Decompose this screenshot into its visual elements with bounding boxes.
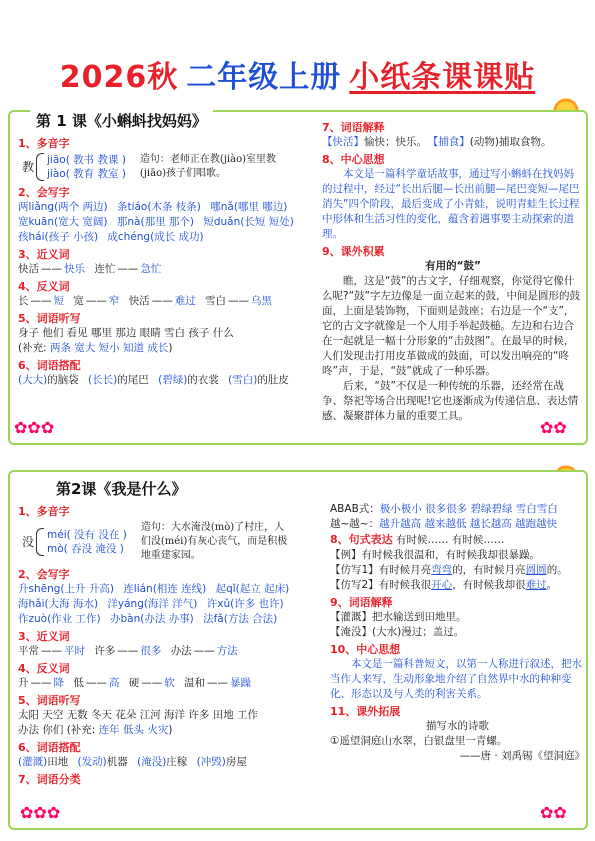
imitation-fill: 难过: [525, 579, 547, 591]
word-item: 条tiáo(木条 枝条): [116, 201, 201, 213]
word-row: [18, 597, 323, 612]
word-item: 作zuò(作业 工作): [18, 613, 101, 625]
collocation-blank: (灌溉): [18, 756, 48, 768]
extension-poem: ①遥望洞庭山水翠，白银盘里一青螺。: [330, 735, 508, 747]
paren-open: (补充:: [66, 724, 96, 736]
imitation-text: ，有时候我却很: [452, 579, 526, 591]
section-heading: 2、会写字: [18, 568, 70, 581]
title-grade: 二年级上册: [186, 60, 342, 95]
word-row: [18, 612, 323, 627]
collocation-noun: 的脑袋: [47, 374, 79, 386]
imitation-text: 的。: [546, 564, 568, 576]
imitation-fill: 开心: [431, 579, 453, 591]
sentence-pattern: 有时候…… 有时候……: [396, 534, 505, 546]
antonym-word: 温和: [184, 677, 206, 689]
synonym-match: 很多: [140, 645, 162, 657]
sentence-imitation-1: [330, 563, 585, 578]
polyphone-block: [22, 153, 310, 181]
lesson1-title: 第 1 课《小蝌蚪找妈妈》: [30, 110, 213, 131]
section-heading: 8、句式表达: [330, 533, 393, 546]
central-idea: 本文是一篇科普短文，以第一人称进行叙述，把水当作人来写，生动形象地介绍了自然界中水的种种变化、形态以及与人类的利害关系。: [330, 658, 582, 700]
explanation-tag: 【灌溉】: [330, 611, 372, 623]
section-heading: 5、词语听写: [18, 694, 81, 707]
word-row: [18, 230, 310, 245]
sentence-pattern-row: [330, 532, 585, 548]
extension-paragraph: 后来，“鼓”不仅是一种传统的乐器，还经常在战争、祭祀等场合出现呢!它也逐渐成为传递信息、表达情感、凝聚群体力量的重要工具。: [322, 380, 579, 422]
antonym-word: 宽: [73, 295, 84, 307]
word-item: 哪nǎ(哪里 哪边): [210, 201, 288, 213]
section-heading: 6、词语搭配: [18, 359, 81, 372]
extension-paragraph: 瞧，这是“鼓”的古文字，仔细观察，你觉得它像什么呢?“鼓”字左边像是一面立起来的鼓，中间是圆形的鼓面，上面是装饰物，下面则是鼓座；右边是一个“支”，它的古文字就像是一个人用手举起鼓槌。左边和右边合在一起就是一幅十分形象的“击鼓图”。在最早的时候，人们发现击打用皮革做成的鼓面，可以发出响亮的“咚咚”声，于是，“鼓”就成了一种乐器。: [322, 275, 580, 377]
brace-icon: [36, 528, 44, 556]
collocation-noun: 田地: [47, 756, 69, 768]
word-item: 两liǎng(两个 两边): [18, 201, 108, 213]
imitation-tag: 【仿写1】: [330, 564, 379, 576]
antonym-match: 暴躁: [230, 677, 252, 689]
collocation-noun: 庄稼: [166, 756, 188, 768]
section-heading: 4、反义词: [18, 280, 70, 293]
polyphone-example: 造句：大水淹没(mò)了村庄，人们没(méi)有灰心丧气，而是积极地重建家园。: [140, 522, 288, 561]
reading-1: jiāo( 教书 教课 ): [47, 154, 126, 166]
polyphone-char: 没: [22, 534, 35, 549]
antonym-match: 乌黑: [251, 295, 273, 307]
word-item: 连lián(相连 连线): [123, 583, 207, 595]
paren-close: ): [168, 724, 173, 736]
antonym-word: 长: [18, 295, 29, 307]
antonym-row: 长 —— 短 宽 —— 窄 快活 —— 难过 雪白 —— 乌黑: [18, 295, 273, 307]
antonym-match: 难过: [174, 295, 196, 307]
collocation-noun: 的肚皮: [257, 374, 289, 386]
reading-1: méi( 没有 没在 ): [47, 529, 127, 541]
collocation-blank: (雪白): [228, 374, 258, 386]
section-heading: 9、课外积累: [322, 245, 385, 258]
antonym-match: 软: [164, 677, 175, 689]
word-item: 许xǔ(许多 也许): [206, 598, 284, 610]
synonym-row: 快活 —— 快乐 连忙 —— 急忙: [18, 263, 162, 275]
collocation-noun: 的尾巴: [117, 374, 149, 386]
explanation-text: (大水)漫过；盖过。: [372, 626, 465, 638]
imitation-fill: 弯弯: [431, 564, 453, 576]
collocation-row: [18, 373, 310, 388]
collocation-noun: 房屋: [225, 756, 247, 768]
antonym-word: 硬: [128, 677, 140, 689]
title-year: 2026秋: [59, 60, 179, 95]
antonym-word: 升: [18, 677, 29, 689]
section-heading: 7、词语分类: [18, 773, 81, 786]
polyphone-readings: [47, 528, 127, 556]
section-heading: 5、词语听写: [18, 312, 81, 325]
dictation-extra: [18, 341, 310, 356]
explanation-tag: 【快活】: [322, 136, 364, 148]
word-item: 海hǎi(大海 海水): [18, 598, 99, 610]
collocation-blank: (大大): [18, 374, 48, 386]
synonym-match: 急忙: [140, 263, 162, 275]
collocation-blank: (冲毁): [196, 756, 226, 768]
antonym-word: 雪白: [205, 295, 227, 307]
imitation-text: 。: [546, 579, 558, 591]
collocation-blank: (淹没): [137, 756, 167, 768]
explanation-text: (动物)捕取食物。: [469, 136, 552, 148]
synonym-match: 快乐: [64, 263, 85, 275]
collocation-blank: (长长): [88, 374, 118, 386]
dictation-line: 身子 他们 看见 哪里 那边 眼睛 雪白 孩子 什么: [18, 327, 234, 339]
section-heading: 10、中心思想: [330, 643, 401, 656]
synonym-word: 快活: [18, 263, 39, 275]
collocation-noun: 机器: [106, 756, 128, 768]
lesson2-title: 第2课《我是什么》: [50, 478, 192, 499]
reading-2: jiào( 教育 教室 ): [47, 168, 126, 180]
brace-icon: [36, 153, 44, 181]
section-heading: 7、词语解释: [322, 121, 385, 134]
dictation-words: 办法 你们: [18, 724, 64, 736]
lesson2-left-column: [18, 502, 323, 787]
dictation-extra-words: 连年 低头 火灾: [98, 724, 169, 736]
collocation-row: [18, 755, 323, 770]
word-item: 孩hái(孩子 小孩): [18, 231, 99, 243]
paren-close: ): [168, 342, 173, 354]
synonym-word: 连忙: [94, 263, 116, 275]
section-heading: 4、反义词: [18, 662, 70, 675]
imitation-fill: 圆圆: [525, 564, 547, 576]
word-item: 宽kuān(宽大 宽阔): [18, 216, 108, 228]
example-text: 有时候我很温和，有时候我却很暴躁。: [361, 549, 540, 561]
lesson1-card: [8, 110, 588, 445]
lesson2-right-column: [330, 502, 585, 764]
category-row: [330, 502, 585, 517]
dictation-extra: [18, 723, 323, 738]
antonym-row: 升 —— 降 低 —— 高 硬 —— 软 温和 —— 暴躁: [18, 677, 252, 689]
antonym-match: 降: [53, 677, 64, 689]
word-row: [18, 215, 310, 230]
flower-icon: ✿✿: [540, 418, 567, 437]
section-heading: 1、多音字: [18, 505, 70, 518]
word-item: 洋yáng(海洋 洋气): [107, 598, 198, 610]
extension-title: 描写水的诗歌: [426, 720, 489, 732]
section-heading: 3、近义词: [18, 248, 70, 261]
imitation-text: 有时候我很: [378, 579, 432, 591]
section-heading: 1、多音字: [18, 137, 70, 150]
word-item: 升shēng(上升 升高): [18, 583, 114, 595]
title-subject: 小纸条课课贴: [349, 60, 536, 95]
antonym-word: 低: [73, 677, 84, 689]
explanation-text: 愉快；快乐。: [364, 136, 427, 148]
section-heading: 8、中心思想: [322, 153, 385, 166]
explanation-row: [330, 625, 585, 640]
section-heading: 3、近义词: [18, 630, 70, 643]
synonym-word: 办法: [170, 645, 192, 657]
synonym-word: 平常: [18, 645, 39, 657]
extension-title: 有用的“鼓”: [425, 260, 481, 272]
sentence-example: [330, 548, 585, 563]
imitation-text: 的，有时候月亮: [452, 564, 526, 576]
antonym-match: 窄: [108, 295, 120, 307]
word-item: 起qǐ(起立 起床): [215, 583, 290, 595]
category-label: ABAB式：: [330, 503, 380, 515]
lesson1-left-column: [18, 134, 310, 388]
explanation-text: 把水输送到田地里。: [372, 611, 467, 623]
antonym-match: 短: [53, 295, 64, 307]
section-heading: 11、课外拓展: [330, 705, 401, 718]
category-label: 越~越~：: [330, 518, 380, 530]
lesson2-card: [8, 470, 588, 830]
example-tag: 【例】: [330, 549, 362, 561]
antonym-match: 高: [108, 677, 120, 689]
category-items: 越升越高 越来越低 越长越高 越跑越快: [379, 518, 558, 530]
word-item: 短duǎn(长短 短处): [203, 216, 294, 228]
dictation-extra-words: 两条 宽大 短小 知道 成长: [49, 342, 169, 354]
reading-2: mò( 吞没 淹没 ): [47, 543, 124, 555]
imitation-text: 有时候月亮: [378, 564, 432, 576]
word-row: [18, 582, 323, 597]
word-row: [18, 200, 310, 215]
polyphone-char: 教: [22, 159, 35, 174]
antonym-word: 快活: [128, 295, 150, 307]
explanation-tag: 【淹没】: [330, 626, 372, 638]
category-items: 极小极小 很多很多 碧绿碧绿 雪白雪白: [379, 503, 558, 515]
polyphone-block: [22, 521, 323, 563]
page-title: [0, 52, 595, 96]
word-item: 办bàn(办法 办事): [109, 613, 194, 625]
word-item: 法fǎ(方法 合法): [203, 613, 278, 625]
collocation-noun: 的衣裳: [187, 374, 219, 386]
synonym-word: 许多: [94, 645, 116, 657]
extension-author: ——唐 · 刘禹锡《望洞庭》: [459, 750, 585, 762]
explanation-row: [330, 610, 585, 625]
explanation-row: [322, 135, 584, 150]
lesson1-right-column: [322, 118, 584, 424]
polyphone-example: 造句：老师正在教(jiào)室里教(jiāo)孩子们唱歌。: [139, 154, 277, 179]
flower-icon: ✿✿: [540, 803, 567, 822]
explanation-tag: 【捕食】: [433, 136, 470, 148]
collocation-blank: (碧绿): [158, 374, 188, 386]
word-item: 成chéng(成长 成功): [107, 231, 204, 243]
collocation-blank: (发动): [77, 756, 107, 768]
dictation-line: 太阳 天空 无数 冬天 花朵 江河 海洋 许多 田地 工作: [18, 709, 259, 721]
imitation-tag: 【仿写2】: [330, 579, 379, 591]
synonym-row: 平常 —— 平时 许多 —— 很多 办法 —— 方法: [18, 645, 238, 657]
central-idea: 本文是一篇科学童话故事，通过写小蝌蚪在找妈妈的过程中，经过“长出后腿—长出前腿—尾巴变短—尾巴消失”四个阶段，最后变成了小青蛙，说明青蛙生长过程中形体和生活习性的变化，蕴含着遇事要主动探索的道理。: [322, 168, 580, 240]
synonym-match: 方法: [216, 645, 238, 657]
flower-icon: ✿✿✿: [14, 418, 55, 437]
flower-icon: ✿✿✿: [20, 803, 61, 822]
polyphone-readings: [47, 153, 126, 181]
section-heading: 6、词语搭配: [18, 741, 81, 754]
word-item: 那nà(那里 那个): [116, 216, 195, 228]
synonym-match: 平时: [64, 645, 85, 657]
sentence-imitation-2: [330, 578, 585, 593]
section-heading: 2、会写字: [18, 186, 70, 199]
section-heading: 9、词语解释: [330, 596, 393, 609]
category-row: [330, 517, 585, 532]
paren-open: (补充:: [18, 342, 47, 354]
